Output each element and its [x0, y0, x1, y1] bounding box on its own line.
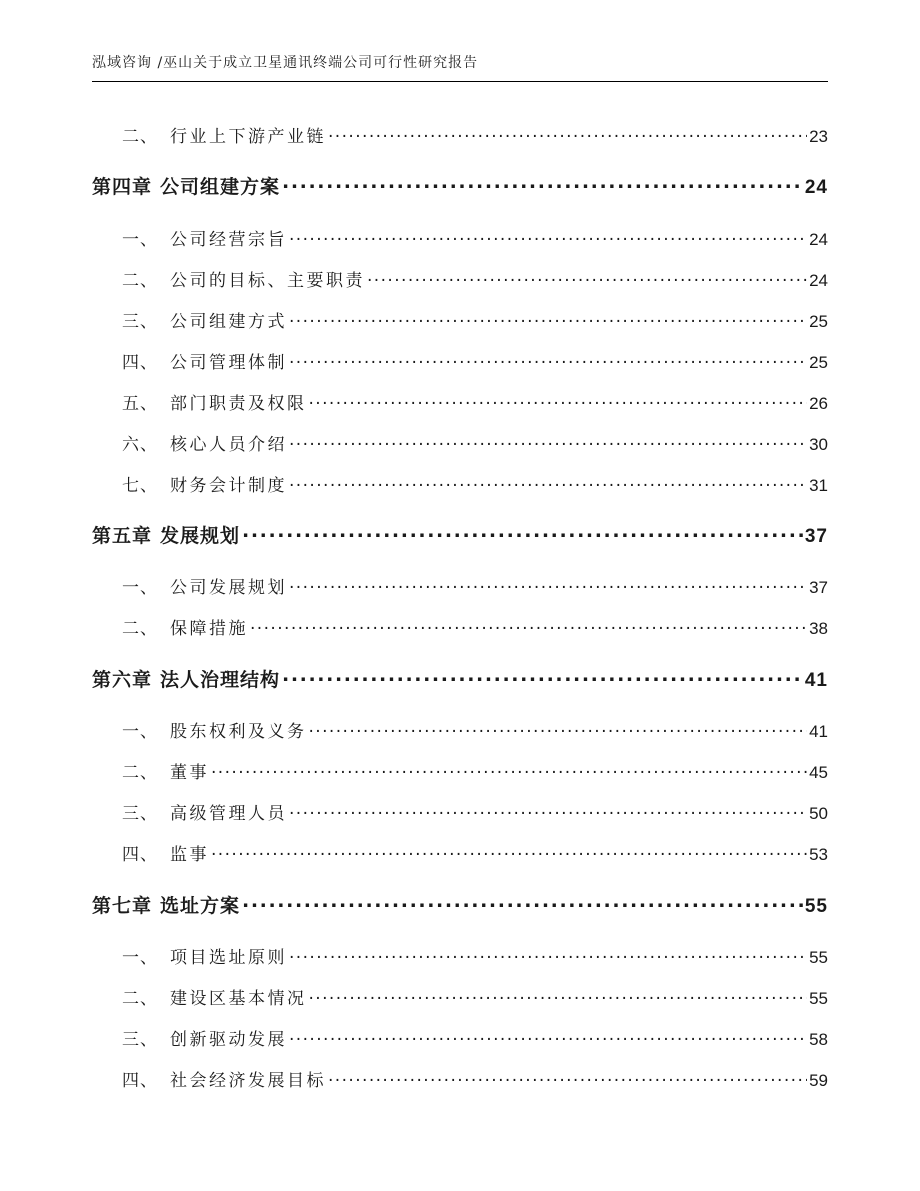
toc-dot-leader — [289, 228, 807, 245]
toc-entry-title: 核心人员介绍 — [170, 435, 287, 455]
toc-chapter-page: 37 — [804, 526, 828, 547]
toc-dot-leader — [289, 474, 807, 491]
toc-entry-page: 55 — [809, 948, 828, 967]
toc-entry-title: 公司发展规划 — [170, 578, 287, 598]
toc-entry-title: 公司经营宗旨 — [170, 230, 287, 250]
toc-entry[interactable] — [92, 471, 828, 496]
toc-chapter-number: 第四章 — [92, 176, 153, 198]
toc-entry-title: 公司组建方式 — [170, 312, 287, 332]
toc-entry-title: 高级管理人员 — [170, 804, 287, 824]
toc-entry-page: 26 — [809, 394, 828, 413]
toc-entry[interactable] — [92, 1066, 828, 1091]
toc-entry-page: 24 — [809, 271, 828, 290]
toc-dot-leader — [211, 843, 807, 860]
toc-entry[interactable] — [92, 122, 828, 147]
toc-entry-page: 45 — [809, 763, 828, 782]
toc-entry-title: 监事 — [170, 845, 209, 865]
toc-entry-number: 一、 — [122, 578, 158, 598]
toc-chapter[interactable] — [92, 665, 828, 692]
toc-entry-number: 一、 — [122, 230, 158, 250]
toc-entry-page: 31 — [809, 476, 828, 495]
toc-dot-leader — [242, 523, 803, 542]
toc-dot-leader — [289, 351, 807, 368]
toc-entry-title: 创新驱动发展 — [170, 1030, 287, 1050]
toc-entry[interactable] — [92, 758, 828, 783]
toc-entry-number: 二、 — [122, 619, 158, 639]
toc-entry[interactable] — [92, 943, 828, 968]
toc-chapter-page: 55 — [804, 896, 828, 917]
toc-entry[interactable] — [92, 840, 828, 865]
toc-entry-title: 项目选址原则 — [170, 948, 287, 968]
toc-entry-number: 四、 — [122, 353, 158, 373]
toc-entry[interactable] — [92, 348, 828, 373]
toc-entry-page: 53 — [809, 845, 828, 864]
toc-chapter-number: 第五章 — [92, 525, 153, 547]
toc-chapter-title: 选址方案 — [160, 895, 241, 917]
toc-dot-leader — [289, 576, 807, 593]
toc-entry[interactable] — [92, 717, 828, 742]
toc-chapter-page: 41 — [804, 670, 828, 691]
toc-dot-leader — [289, 802, 807, 819]
toc-dot-leader — [309, 720, 808, 737]
toc-entry-number: 一、 — [122, 722, 158, 742]
toc-dot-leader — [328, 125, 807, 142]
toc-entry[interactable] — [92, 266, 828, 291]
toc-entry-page: 50 — [809, 804, 828, 823]
toc-entry[interactable] — [92, 225, 828, 250]
toc-entry-number: 二、 — [122, 271, 158, 291]
toc-entry-number: 四、 — [122, 845, 158, 865]
toc-entry[interactable] — [92, 799, 828, 824]
toc-entry-number: 四、 — [122, 1071, 158, 1091]
toc-dot-leader — [242, 893, 803, 912]
toc-entry-title: 公司管理体制 — [170, 353, 287, 373]
toc-entry-number: 一、 — [122, 948, 158, 968]
toc-entry-page: 30 — [809, 435, 828, 454]
toc-dot-leader — [328, 1069, 807, 1086]
toc-dot-leader — [289, 310, 807, 327]
toc-chapter-title: 法人治理结构 — [160, 669, 281, 691]
toc-entry-title: 保障措施 — [170, 619, 248, 639]
toc-chapter-title: 发展规划 — [160, 525, 241, 547]
toc-entry-page: 25 — [809, 312, 828, 331]
toc-chapter-title: 公司组建方案 — [160, 176, 281, 198]
toc-entry[interactable] — [92, 573, 828, 598]
toc-entry[interactable] — [92, 430, 828, 455]
toc-dot-leader — [309, 392, 808, 409]
toc-chapter-number: 第六章 — [92, 669, 153, 691]
toc-entry-page: 37 — [809, 578, 828, 597]
toc-entry-number: 三、 — [122, 1030, 158, 1050]
toc-entry-page: 23 — [809, 127, 828, 146]
toc-entry-number: 三、 — [122, 312, 158, 332]
toc-entry-title: 董事 — [170, 763, 209, 783]
header-rule — [92, 81, 828, 82]
toc-chapter[interactable] — [92, 521, 828, 548]
toc-entry-title: 财务会计制度 — [170, 476, 287, 496]
toc-entry-page: 25 — [809, 353, 828, 372]
toc-chapter[interactable] — [92, 891, 828, 918]
toc-entry-page: 59 — [809, 1071, 828, 1090]
toc-entry-page: 24 — [809, 230, 828, 249]
toc-entry-title: 股东权利及义务 — [170, 722, 307, 742]
toc-entry[interactable] — [92, 307, 828, 332]
toc-entry-title: 公司的目标、主要职责 — [170, 271, 365, 291]
toc-entry-number: 二、 — [122, 763, 158, 783]
toc-entry-page: 55 — [809, 989, 828, 1008]
toc-entry[interactable] — [92, 1025, 828, 1050]
toc-entry-number: 七、 — [122, 476, 158, 496]
running-header: 泓域咨询 /巫山关于成立卫星通讯终端公司可行性研究报告 — [92, 55, 479, 71]
toc-dot-leader — [250, 617, 807, 634]
toc-entry-page: 41 — [809, 722, 828, 741]
toc-entry-title: 建设区基本情况 — [170, 989, 307, 1009]
toc-entry-page: 58 — [809, 1030, 828, 1049]
toc-entry-number: 五、 — [122, 394, 158, 414]
toc-dot-leader — [289, 433, 807, 450]
toc-dot-leader — [289, 946, 807, 963]
toc-entry-page: 38 — [809, 619, 828, 638]
toc-dot-leader — [282, 174, 803, 193]
toc-entry[interactable] — [92, 389, 828, 414]
toc-entry[interactable] — [92, 984, 828, 1009]
toc-entry-number: 二、 — [122, 127, 158, 147]
toc-chapter[interactable] — [92, 172, 828, 199]
toc-entry[interactable] — [92, 614, 828, 639]
toc-entry-title: 社会经济发展目标 — [170, 1071, 326, 1091]
toc-dot-leader — [289, 1028, 807, 1045]
toc-dot-leader — [309, 987, 808, 1004]
toc-chapter-number: 第七章 — [92, 895, 153, 917]
toc-chapter-page: 24 — [804, 177, 828, 198]
toc-entry-title: 行业上下游产业链 — [170, 127, 326, 147]
toc-entry-number: 六、 — [122, 435, 158, 455]
toc-dot-leader — [367, 269, 807, 286]
toc-entry-number: 三、 — [122, 804, 158, 824]
toc-dot-leader — [211, 761, 807, 778]
toc-dot-leader — [282, 667, 803, 686]
toc-entry-title: 部门职责及权限 — [170, 394, 307, 414]
toc-entry-number: 二、 — [122, 989, 158, 1009]
